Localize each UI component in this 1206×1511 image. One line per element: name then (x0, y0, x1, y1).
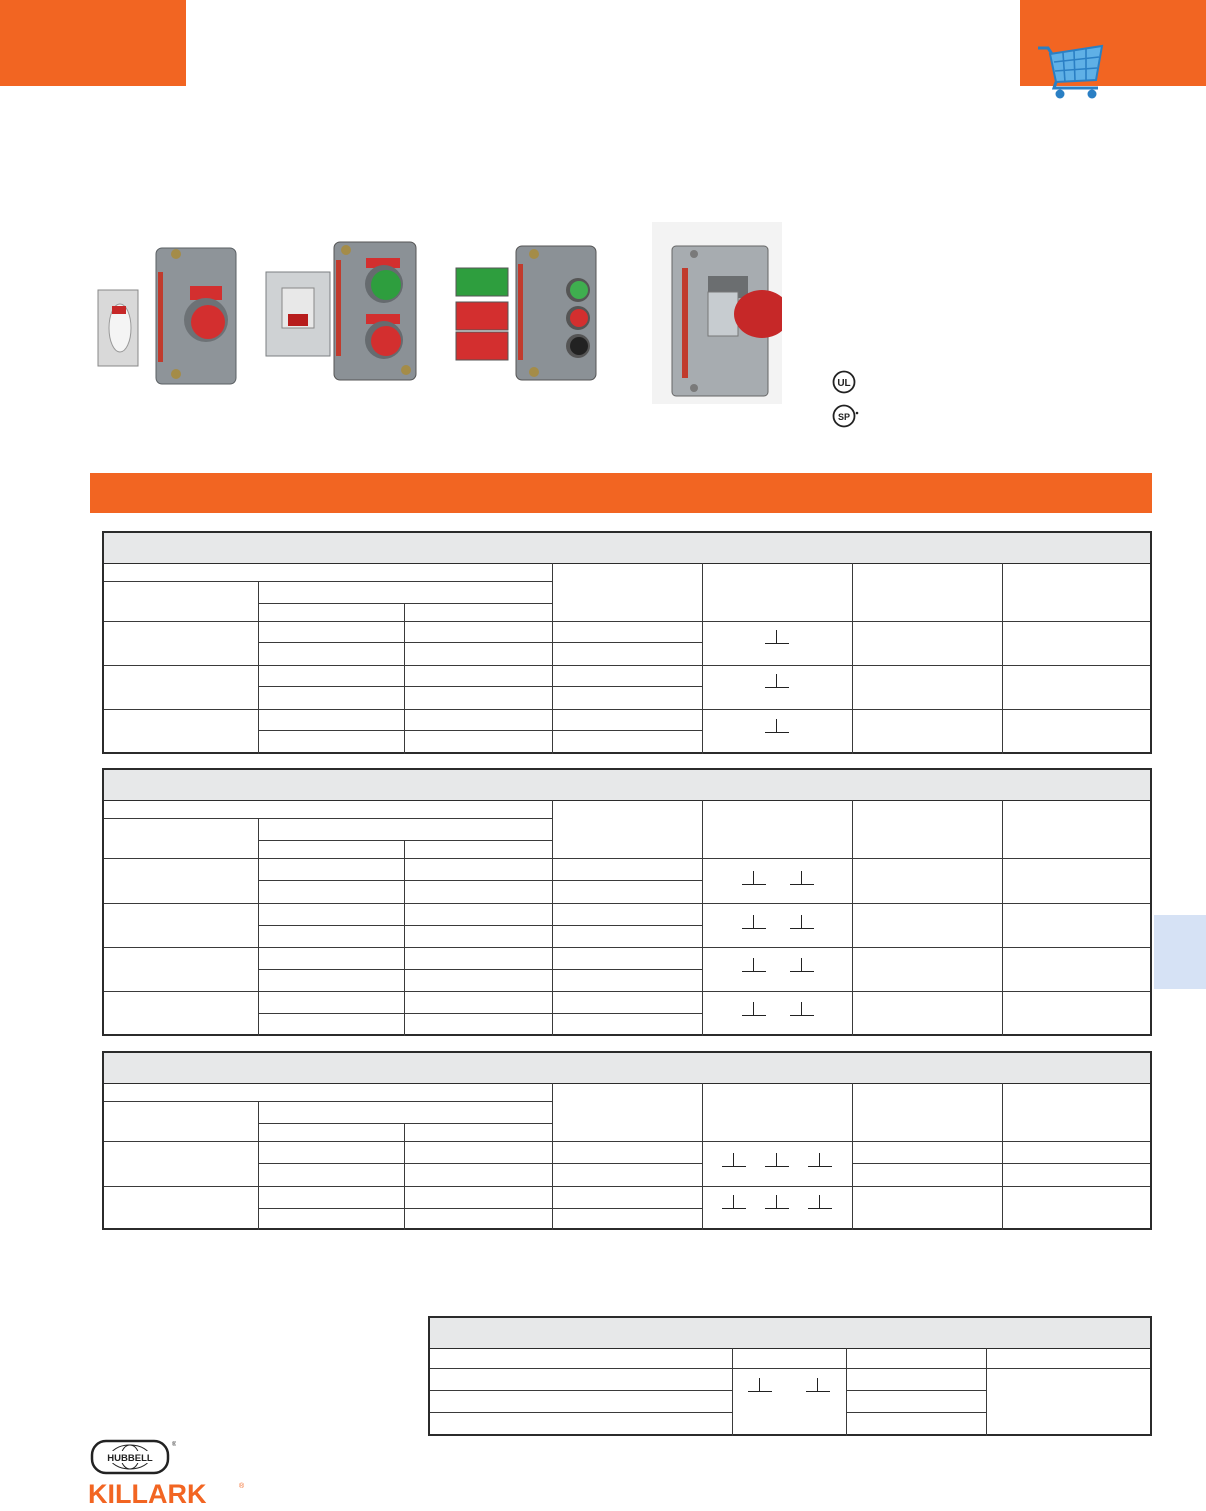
table-title-row (104, 1053, 1150, 1084)
hubbell-logo-text: HUBBELL (107, 1453, 153, 1464)
table-title-row (430, 1318, 1150, 1349)
single-pushbutton-station-image (92, 242, 240, 388)
contact-symbol (722, 1195, 746, 1209)
contact-symbol (742, 958, 766, 972)
ul-listed-icon (832, 370, 856, 394)
section-header-bar (90, 473, 1152, 513)
contact-symbol (765, 1195, 789, 1209)
contact-symbol (808, 1195, 832, 1209)
csa-mark-text: SP (837, 412, 851, 422)
ul-mark-text: UL (837, 378, 851, 389)
contact-symbol (722, 1153, 746, 1167)
registered-mark: ® (172, 1442, 176, 1448)
header-left-block (0, 0, 186, 86)
contact-symbol (808, 1153, 832, 1167)
two-pushbutton-station-image (262, 240, 422, 382)
three-pushbutton-station-image (448, 244, 608, 384)
mushroom-head-emergency-stop-station-image (652, 222, 782, 404)
hubbell-logo (90, 1438, 176, 1476)
registered-mark: ® (239, 1483, 245, 1490)
table-accessory (428, 1316, 1152, 1436)
table-three-operators (102, 1051, 1152, 1230)
contact-symbol (790, 871, 814, 885)
killark-logo (88, 1476, 248, 1506)
table-two-operators (102, 768, 1152, 1036)
contact-symbol (765, 674, 789, 688)
contact-symbol (742, 915, 766, 929)
shopping-cart-icon[interactable] (1036, 42, 1106, 100)
contact-symbol (748, 1378, 772, 1392)
table-title-row (104, 533, 1150, 564)
contact-symbol (765, 1153, 789, 1167)
contact-symbol (742, 871, 766, 885)
killark-logo-text: KILLARK (88, 1479, 207, 1506)
side-index-tab[interactable] (1154, 915, 1206, 989)
contact-symbol (742, 1002, 766, 1016)
contact-symbol (790, 915, 814, 929)
contact-symbol (790, 958, 814, 972)
table-title-row (104, 770, 1150, 801)
csa-certified-icon (832, 404, 860, 428)
contact-symbol (765, 719, 789, 733)
contact-symbol (765, 630, 789, 644)
contact-symbol (790, 1002, 814, 1016)
table-one-operator (102, 531, 1152, 754)
contact-symbol (806, 1378, 830, 1392)
